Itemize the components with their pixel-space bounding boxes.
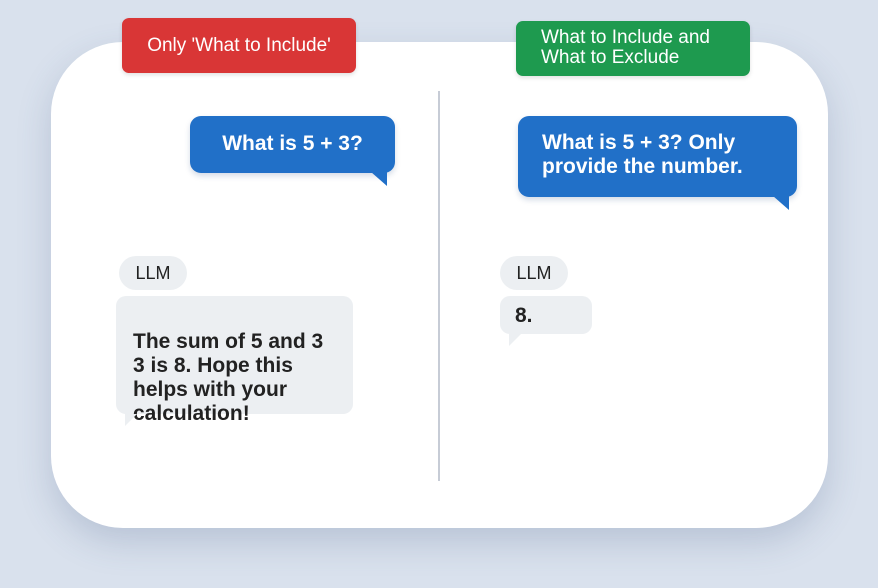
- right-llm-label: LLM: [516, 262, 552, 283]
- left-prompt-text: What is 5 + 3?: [222, 131, 363, 155]
- left-llm-badge: [119, 256, 187, 290]
- left-response-bubble: [116, 296, 353, 425]
- right-response-bubble: [500, 296, 592, 334]
- left-prompt-bubble-tail: [371, 172, 387, 186]
- right-panel-label: What to Include and What to Exclude: [516, 21, 750, 76]
- right-response-bubble-tail: [509, 334, 521, 346]
- left-panel-label: [122, 18, 356, 73]
- right-prompt-text: What is 5 + 3? Only provide the number.: [542, 131, 743, 178]
- left-panel-label-text: Only 'What to Include': [147, 34, 331, 56]
- left-response-bubble-tail: [125, 414, 137, 426]
- left-llm-label: LLM: [135, 262, 171, 283]
- left-prompt-bubble: [190, 116, 395, 173]
- right-prompt-bubble: [518, 116, 797, 197]
- right-response-text: 8.: [515, 304, 533, 327]
- panel-divider: [438, 91, 440, 481]
- left-response-text: The sum of 5 and 3 3 is 8. Hope this helps with your calculation!: [133, 330, 324, 425]
- right-llm-badge: [500, 256, 568, 290]
- right-prompt-bubble-tail: [773, 196, 789, 210]
